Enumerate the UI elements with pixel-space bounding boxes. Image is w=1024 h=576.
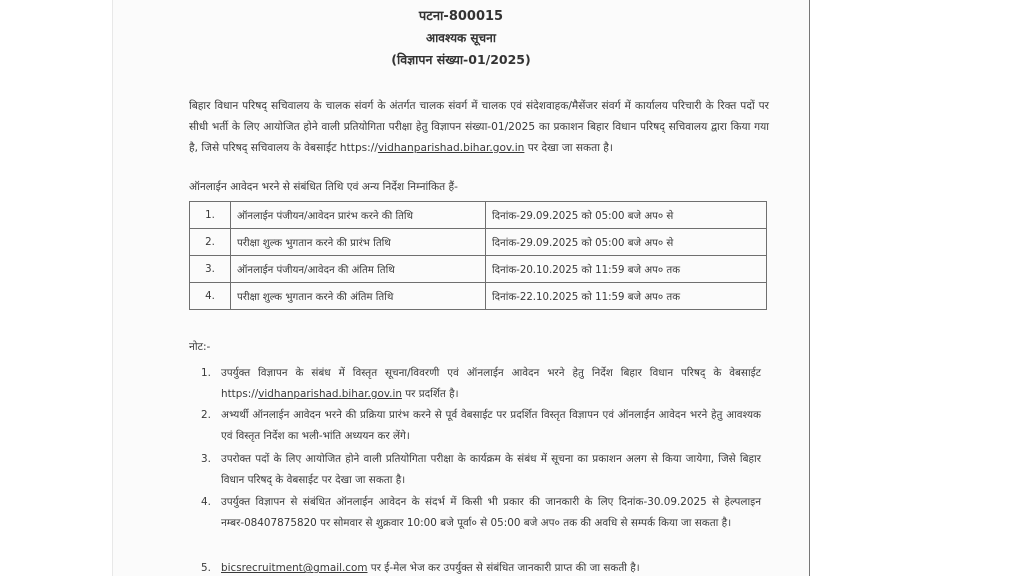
website-link[interactable]: vidhanparishad.bihar.gov.in [377, 142, 525, 154]
event-name: ऑनलाईन पंजीयन/आवेदन प्रारंभ करने की तिथि [231, 202, 486, 229]
note-number: 5. [201, 562, 211, 574]
note-text-end: पर ई-मेल भेज कर उपर्युक्त से संबंधित जानकारी प्राप्त की जा सकती है। [367, 562, 640, 574]
row-number: 4. [190, 283, 231, 310]
table-row [190, 283, 767, 310]
note-item [201, 449, 761, 491]
notes-label: नोट:- [189, 341, 211, 353]
notice-heading: आवश्यक सूचना [426, 31, 496, 45]
note-text-start: उपर्युक्त विज्ञापन के संबंध में विस्तृत सूचना/विवरणी एवं ऑनलाईन आवेदन भरने हेतु निर्देश बिहार विधान परिषद् के वेबसाईट https:// [221, 367, 761, 400]
city-pincode: पटना-800015 [418, 9, 504, 24]
note-number: 2. [201, 409, 211, 421]
event-date: दिनांक-20.10.2025 को 11:59 बजे अप० तक [486, 256, 767, 283]
notice-page [112, 0, 810, 576]
table-row [190, 256, 767, 283]
intro-paragraph [189, 96, 769, 159]
note-number: 1. [201, 367, 211, 379]
event-date: दिनांक-22.10.2025 को 11:59 बजे अप० तक [486, 283, 767, 310]
event-name: परीक्षा शुल्क भुगतान करने की अंतिम तिथि [231, 283, 486, 310]
note-text: उपरोक्त पदों के लिए आयोजित होने वाली प्रतियोगिता परीक्षा के कार्यक्रम के संबंध में सूचना का प्रकाशन अलग से किया जायेगा, जिसे बिहार विधान परिषद् के वेबसाईट पर देखा जा सकता है। [221, 453, 761, 486]
row-number: 3. [190, 256, 231, 283]
email-link[interactable]: bicsrecruitment@gmail.com [221, 562, 368, 574]
note-text [221, 363, 761, 405]
note-item [201, 405, 761, 447]
row-number: 2. [190, 229, 231, 256]
event-name: परीक्षा शुल्क भुगतान करने की प्रारंभ तिथि [231, 229, 486, 256]
table-row [190, 229, 767, 256]
note-item [201, 558, 761, 576]
note-item [201, 492, 761, 534]
intro-text-end: पर देखा जा सकता है। [524, 142, 613, 154]
schedule-table [189, 201, 767, 310]
note-text: उपर्युक्त विज्ञापन से संबंधित ऑनलाईन आवेदन के संदर्भ में किसी भी प्रकार की जानकारी के लिए दिनांक-30.09.2025 से हेल्पलाइन नम्बर-08407875820 पर सोमवार से शुक्रवार 10:00 बजे पूर्वा० से 05:00 बजे अप० तक की अवधि से सम्पर्क किया जा सकता है। [221, 496, 761, 529]
advertisement-number: (विज्ञापन संख्या-01/2025) [391, 52, 531, 67]
event-date: दिनांक-29.09.2025 को 05:00 बजे अप० से [486, 202, 767, 229]
event-name: ऑनलाईन पंजीयन/आवेदन की अंतिम तिथि [231, 256, 486, 283]
note-item [201, 363, 761, 405]
event-date: दिनांक-29.09.2025 को 05:00 बजे अप० से [486, 229, 767, 256]
row-number: 1. [190, 202, 231, 229]
note-number: 3. [201, 453, 211, 465]
website-link[interactable]: vidhanparishad.bihar.gov.in [258, 388, 402, 400]
note-text-end: पर प्रदर्शित है। [401, 388, 459, 400]
schedule-intro: ऑनलाईन आवेदन भरने से संबंधित तिथि एवं अन्य निर्देश निम्नांकित हैं- [189, 181, 458, 193]
table-row [190, 202, 767, 229]
intro-text: बिहार विधान परिषद् सचिवालय के चालक संवर्ग के अंतर्गत चालक संवर्ग में चालक एवं संदेशवाहक/मैसेंजर संवर्ग में कार्यालय परिचारी के रिक्त पदों पर सीधी भर्ती के लिए आयोजित होने वाली प्रतियोगिता परीक्षा हेतु विज्ञापन संख्या-01/2025 का प्रकाशन बिहार विधान परिषद् सचिवालय द्वारा किया गया है, जिसे परिषद् सचिवालय के वेबसाईट https:// [189, 100, 769, 154]
note-text: अभ्यर्थी ऑनलाईन आवेदन भरने की प्रक्रिया प्रारंभ करने से पूर्व वेबसाईट पर प्रदर्शित विस्तृत विज्ञापन एवं ऑनलाईन आवेदन भरने हेतु आवश्यक एवं विस्तृत निर्देश का भली-भांति अध्ययन कर लेंगे। [221, 409, 761, 442]
note-text [221, 558, 761, 576]
note-number: 4. [201, 496, 211, 508]
